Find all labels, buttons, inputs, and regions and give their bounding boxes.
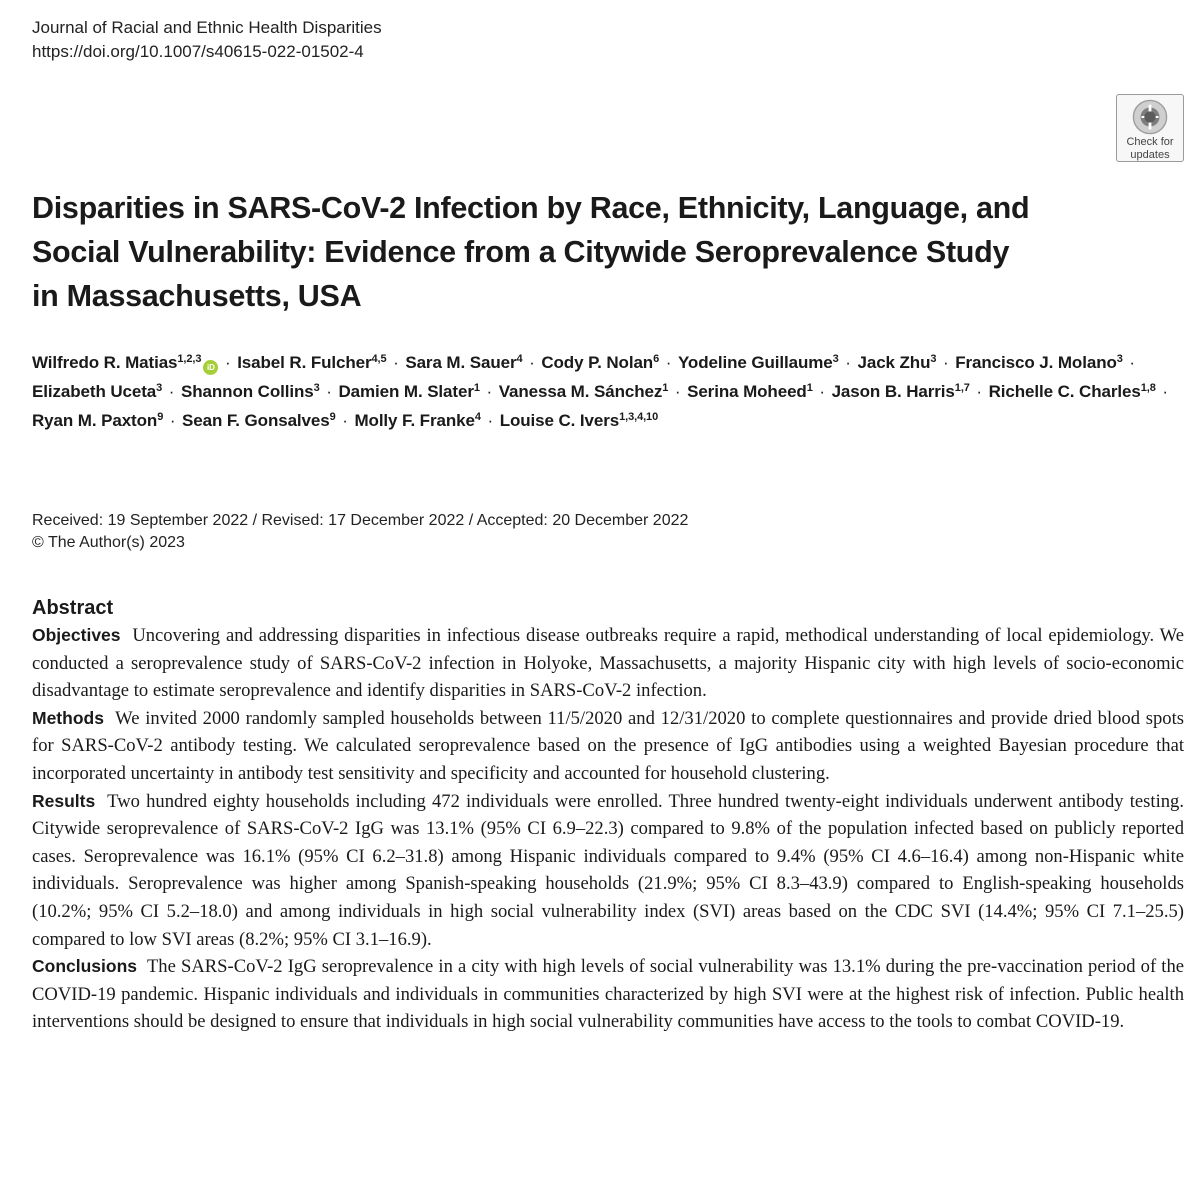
section-label: Results bbox=[32, 790, 96, 811]
orcid-icon[interactable]: iD bbox=[203, 360, 218, 375]
article-title: Disparities in SARS-CoV-2 Infection by Race, Ethnicity, Language, and Social Vulnerability: Evidence from a Citywide Seroprevalence Study in Massachusetts, USA bbox=[32, 191, 1030, 313]
author[interactable]: Shannon Collins$^3$ bbox=[181, 382, 320, 401]
section-label: Objectives bbox=[32, 625, 121, 645]
section-label: Conclusions bbox=[32, 956, 138, 977]
section-text: The SARS-CoV-2 IgG seroprevalence in a city with high levels of social vulnerability was 13.1% during the pre-vaccination period of the COVID-19 pandemic. Hispanic individuals and individuals in communities characterized by high SVI were at the highest risk of infection. Public health interventions should be designed to ensure that individuals in high social vulnerability communities have access to the tools to combat COVID-19. bbox=[32, 956, 1184, 1033]
section-text: Two hundred eighty households including 472 individuals were enrolled. Three hundred twenty-eight individuals underwent antibody testing. Citywide seroprevalence of SARS-CoV-2 IgG was 13.1% (95% CI 6.9–22.3) compared to 9.8% of the population infected based on publicly reported cases. Seroprevalence was 16.1% (95% CI 6.2–31.8) among Hispanic individuals compared to 9.4% (95% CI 4.6–16.4) among non-Hispanic white individuals. Seroprevalence was higher among Spanish-speaking households (21.9%; 95% CI 8.3–43.9) compared to English-speaking households (10.2%; 95% CI 5.2–18.0) and among individuals in high social vulnerability index (SVI) areas based on the CDC SVI (14.4%; 95% CI 7.1–25.5) compared to low SVI areas (8.2%; 95% CI 3.1–16.9). bbox=[32, 790, 1184, 950]
section-text: Uncovering and addressing disparities in infectious disease outbreaks require a rapid, methodical understanding of local epidemiology. We conducted a seroprevalence study of SARS-CoV-2 infection in Holyoke, Massachusetts, a majority Hispanic city with high levels of socio-economic disadvantage to estimate seroprevalence and identify disparities in SARS-CoV-2 infection. bbox=[32, 625, 1184, 702]
author[interactable]: Cody P. Nolan$^6$ bbox=[541, 353, 660, 372]
date-history: Received: 19 September 2022 / Revised: 17 December 2022 / Accepted: 20 December 2022 bbox=[32, 512, 689, 529]
author[interactable]: Elizabeth Uceta$^3$ bbox=[32, 382, 163, 401]
badge-label-line2: updates bbox=[1130, 149, 1170, 161]
author[interactable]: Yodeline Guillaume$^3$ bbox=[677, 353, 839, 372]
author[interactable]: Jack Zhu$^3$ bbox=[857, 353, 937, 372]
check-for-updates-badge[interactable] bbox=[1116, 94, 1184, 162]
author[interactable]: Louise C. Ivers$^{1,3,4,10}$ bbox=[499, 411, 659, 430]
author[interactable]: Isabel R. Fulcher$^{4,5}$ bbox=[237, 353, 387, 372]
badge-label-line1: Check for bbox=[1126, 136, 1174, 148]
author[interactable]: Vanessa M. Sánchez$^1$ bbox=[498, 382, 669, 401]
author-list: Wilfredo R. Matias$^{1,2,3}$iD · Isabel R. Fulcher$^{4,5}$ · Sara M. Sauer$^4$ · Cody P. Nolan$^6$ · Yodeline Guillaume$^3$ · Jack Zhu$^3$ · Francisco J. Molano$^3$ · Elizabeth Uceta$^3$ · Shannon Collins$^3$ · Damien M. Slater$^1$ · Vanessa M. Sánchez$^1$ · Serina Moheed$^1$ · Jason B. Harris$^{1,7}$ · Richelle C. Charles$^{1,8}$ · Ryan M. Paxton$^9$ · Sean F. Gonsalves$^9$ · Molly F. Franke$^4$ · Louise C. Ivers$^{1,3,4,10}$ bbox=[32, 353, 1168, 430]
abstract-objectives bbox=[32, 622, 1184, 705]
author[interactable]: Serina Moheed$^1$ bbox=[687, 382, 813, 401]
journal-name: Journal of Racial and Ethnic Health Disparities bbox=[32, 18, 382, 37]
author[interactable]: Wilfredo R. Matias$^{1,2,3}$iD bbox=[32, 353, 218, 372]
doi-link[interactable]: https://doi.org/10.1007/s40615-022-01502-4 bbox=[32, 42, 364, 61]
author[interactable]: Sean F. Gonsalves$^9$ bbox=[182, 411, 336, 430]
author[interactable]: Damien M. Slater$^1$ bbox=[338, 382, 480, 401]
abstract-body bbox=[32, 622, 1184, 1036]
section-text: We invited 2000 randomly sampled households between 11/5/2020 and 12/31/2020 to complete questionnaires and provide dried blood spots for SARS-CoV-2 antibody testing. We calculated seroprevalence based on the presence of IgG antibodies using a weighted Bayesian procedure that incorporated uncertainty in antibody test sensitivity and specificity and accounted for household clustering. bbox=[32, 707, 1184, 784]
journal-header bbox=[32, 16, 382, 64]
crossmark-icon bbox=[1131, 99, 1169, 135]
abstract-conclusions bbox=[32, 953, 1184, 1036]
copyright: © The Author(s) 2023 bbox=[32, 534, 185, 551]
author[interactable]: Richelle C. Charles$^{1,8}$ bbox=[988, 382, 1156, 401]
author[interactable]: Sara M. Sauer$^4$ bbox=[405, 353, 523, 372]
section-label: Methods bbox=[32, 707, 104, 728]
abstract-methods bbox=[32, 705, 1184, 788]
author[interactable]: Jason B. Harris$^{1,7}$ bbox=[831, 382, 970, 401]
abstract-results bbox=[32, 788, 1184, 954]
author[interactable]: Francisco J. Molano$^3$ bbox=[955, 353, 1123, 372]
abstract-heading: Abstract bbox=[32, 597, 114, 619]
author[interactable]: Molly F. Franke$^4$ bbox=[354, 411, 481, 430]
article-dates bbox=[32, 510, 688, 554]
author[interactable]: Ryan M. Paxton$^9$ bbox=[32, 411, 164, 430]
